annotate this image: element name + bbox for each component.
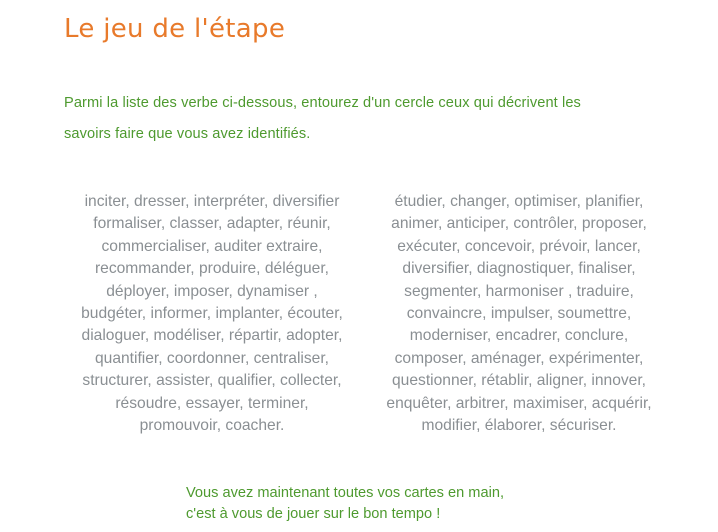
instructions-line: savoirs faire que vous avez identifiés.	[64, 126, 311, 142]
verb-line: structurer, assister, qualifier, collecter,	[82, 372, 342, 390]
verb-line: promouvoir, coacher.	[139, 417, 285, 435]
verb-line: composer, aménager, expérimenter,	[394, 349, 644, 367]
instructions-line: Parmi la liste des verbe ci-dessous, entourez d'un cercle ceux qui décrivent les	[64, 95, 581, 111]
verb-line: enquêter, arbitrer, maximiser, acquérir,	[386, 394, 652, 412]
verb-line: commercialiser, auditer extraire,	[101, 237, 323, 255]
closing-line: Vous avez maintenant toutes vos cartes en main,	[186, 485, 504, 501]
verb-line: questionner, rétablir, aligner, innover,	[392, 372, 646, 390]
page-title: Le jeu de l'étape	[64, 14, 286, 44]
verb-line: exécuter, concevoir, prévoir, lancer,	[397, 237, 641, 255]
verb-line: recommander, produire, déléguer,	[94, 260, 330, 278]
verb-line: segmenter, harmoniser , traduire,	[404, 282, 634, 300]
verb-line: animer, anticiper, contrôler, proposer,	[391, 215, 647, 233]
verb-line: dialoguer, modéliser, répartir, adopter,	[81, 327, 343, 345]
verb-list-left	[57, 191, 367, 437]
verb-line: résoudre, essayer, terminer,	[115, 394, 309, 412]
verb-line: déployer, imposer, dynamiser ,	[106, 282, 318, 300]
verb-line: budgéter, informer, implanter, écouter,	[81, 305, 343, 323]
instructions-paragraph	[64, 88, 684, 150]
verb-line: étudier, changer, optimiser, planifier,	[394, 193, 644, 210]
verb-line: convaincre, impulser, soumettre,	[406, 305, 632, 323]
verb-line: moderniser, encadrer, conclure,	[409, 327, 629, 345]
verb-line: modifier, élaborer, sécuriser.	[421, 417, 617, 435]
verb-line: formaliser, classer, adapter, réunir,	[93, 215, 331, 233]
verb-list-right	[364, 191, 674, 437]
verb-line: diversifier, diagnostiquer, finaliser,	[402, 260, 636, 278]
closing-line: c'est à vous de jouer sur le bon tempo !	[186, 506, 441, 522]
verb-line: inciter, dresser, interpréter, diversifier	[84, 193, 340, 210]
verb-line: quantifier, coordonner, centraliser,	[94, 349, 330, 367]
closing-message	[186, 483, 504, 525]
